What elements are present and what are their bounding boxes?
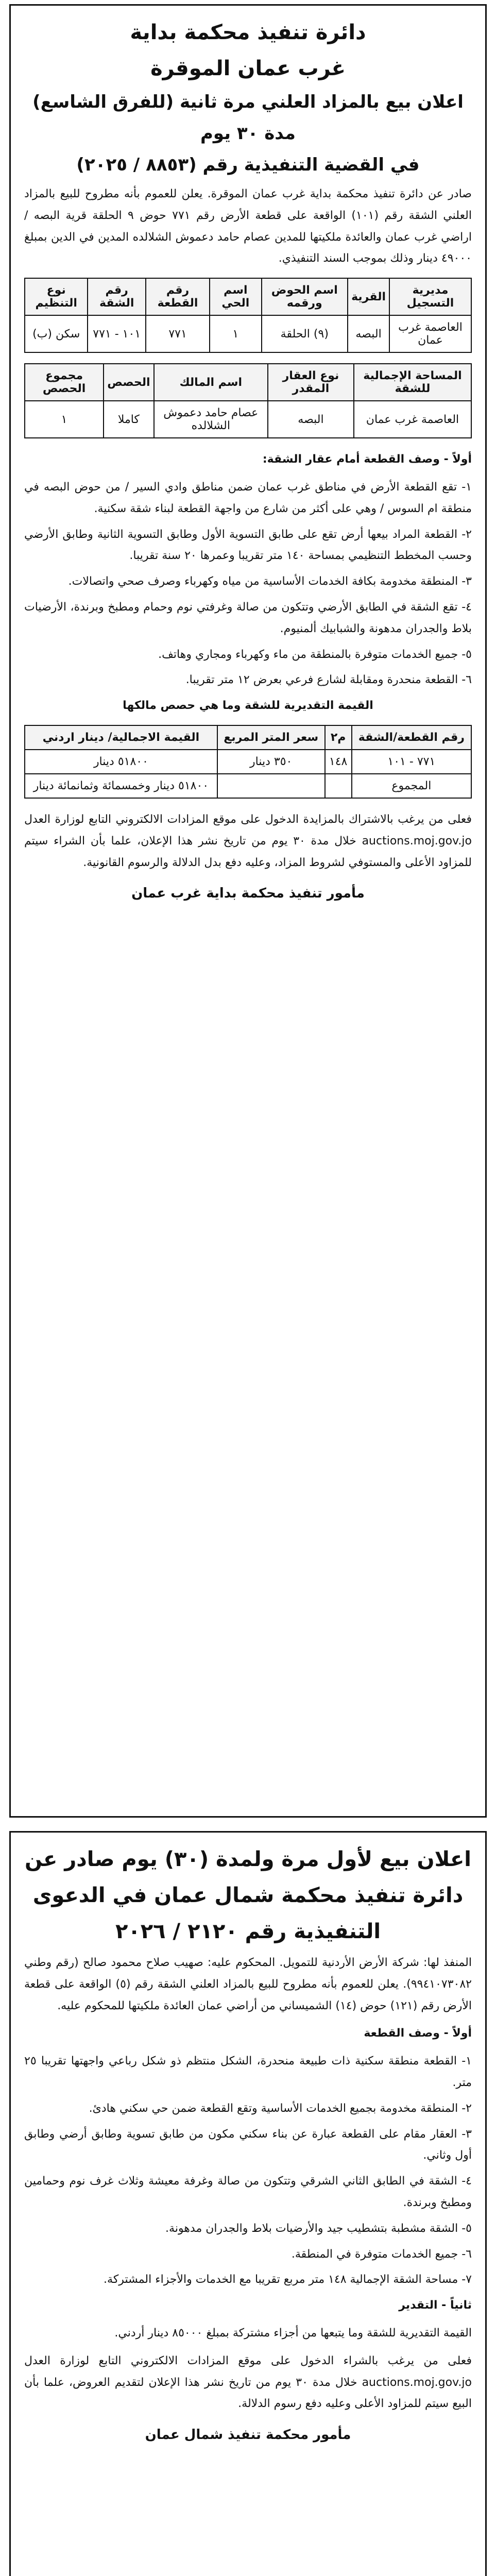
table-cell: المجموع (352, 774, 471, 798)
table-header: مجموع الحصص (25, 364, 104, 401)
notice2-valuation-text: القيمة التقديرية للشقة وما يتبعها من أجزاء مشتركة بمبلغ ٨٥٠٠٠ دينار أردني. (114, 2326, 472, 2340)
list-item: ٦- جميع الخدمات متوفرة في المنطقة. (291, 2247, 472, 2261)
table-header: اسم المالك (154, 364, 268, 401)
notice1-section-heading: أولاً - وصف القطعة أمام عقار الشقة: (262, 453, 472, 466)
notice1-valuation-heading: القيمة التقديرية للشقة وما هي حصص مالكها (123, 699, 373, 713)
table-header: رقم القطعة (146, 278, 210, 315)
notice2-closing: فعلى من يرغب بالشراء الدخول على موقع المزادات الالكتروني التابع لوزارة العدل auctions.moj.gov.jo خلال مدة ٣٠ يوم من تاريخ نشر هذا الإعلان لتقديم العروض، علما بأن البيع سيتم للمزاود الأعلى وعليه دفع رسوم الدلالة. (24, 2354, 472, 2411)
table-header: الحصص (104, 364, 153, 401)
notice2-signature: مأمور محكمة تنفيذ شمال عمان (145, 2427, 351, 2443)
table-cell: ٣٥٠ دينار (217, 750, 325, 774)
auction-notice-west-amman (9, 4, 487, 1818)
table-cell (325, 774, 352, 798)
table-cell: العاصمة غرب عمان (354, 401, 471, 438)
table-row (25, 750, 471, 774)
notice1-ownership-table (24, 363, 472, 438)
table-cell: ١ (210, 315, 261, 352)
list-item: ٣- المنطقة مخدومة بكافة الخدمات الأساسية من مياه وكهرباء وصرف صحي واتصالات. (68, 575, 472, 588)
table-header: القيمة الاجمالية/ دينار اردني (25, 725, 217, 750)
list-item: ٧- مساحة الشقة الإجمالية ١٤٨ متر مربع تقريبا مع الخدمات والأجزاء المشتركة. (104, 2273, 472, 2286)
list-item: ٤- تقع الشقة في الطابق الأرضي وتتكون من صالة وغرفتي نوم وحمام ومطبخ وبرندة، الأرضيات بلاط والجدران مدهونة والشبابيك ألمنيوم. (24, 600, 472, 635)
notice1-signature: مأمور تنفيذ محكمة بداية غرب عمان (131, 886, 365, 902)
list-item: ٢- القطعة المراد بيعها أرض تقع على طابق التسوية الأول وطابق التسوية الثانية وطابق الأرضي وحسب المخطط التنظيمي بمساحة ١٤٠ متر تقريبا وعمرها ٢٠ سنة تقريبا. (24, 528, 472, 563)
list-item: ٢- المنطقة مخدومة بجميع الخدمات الأساسية وتقع القطعة ضمن حي سكني هادئ. (89, 2102, 472, 2115)
table-cell: ٥١٨٠٠ دينار وخمسمائة وثمانمائة دينار (25, 774, 217, 798)
list-item: ٤- الشقة في الطابق الثاني الشرقي وتتكون من صالة وغرفة معيشة وثلاث غرف نوم وحمامين ومطبخ وبرندة. (24, 2175, 472, 2209)
table-cell: ١ (25, 401, 104, 438)
table-header: م٢ (325, 725, 352, 750)
notice1-property-table (24, 278, 472, 353)
table-cell: ١٠١ - ٧٧١ (88, 315, 146, 352)
notice2-title: اعلان بيع لأول مرة ولمدة (٣٠) يوم صادر عن (24, 1848, 472, 1871)
list-item: ٦- القطعة منحدرة ومقابلة لشارع فرعي بعرض ١٢ متر تقريبا. (185, 673, 472, 687)
auction-notice-north-amman (9, 1831, 487, 2576)
table-header: نوع التنظيم (25, 278, 88, 315)
list-item: ٣- العقار مقام على القطعة عبارة عن بناء سكني مكون من طابق تسوية وطابق أرضي وطابق أول وثاني. (24, 2127, 472, 2162)
list-item: ١- تقع القطعة الأرض في مناطق غرب عمان ضمن مناطق وادي السير / من حوض البصه في منطقة ام السوس / وهي على أكثر من شارع من واجهة القطعة لبناء شقة سكنية. (24, 480, 472, 515)
table-header: نوع العقار المقدر (268, 364, 354, 401)
table-row (25, 774, 471, 798)
notice1-case-number: في القضية التنفيذية رقم (٨٨٥٣ / ٢٠٢٥) (76, 155, 420, 175)
page (0, 4, 496, 2576)
table-cell: عصام حامد دعموش الشلالده (154, 401, 268, 438)
notice2-intro: المنفذ لها: شركة الأرض الأردنية للتمويل. المحكوم عليه: صهيب صلاح محمود صالح (رقم وطني ٩٩٤١٠٧٣٠٨٢). يعلن للعموم بأنه مطروح للبيع بالمزاد العلني الشقة رقم (٥) الواقعة على قطعة الأرض رقم (١٢١) حوض (١٤) الشميساني من أراضي عمان العائدة ملكيتها للمحكوم عليه. (24, 1956, 472, 2012)
table-cell: البصه (348, 315, 389, 352)
table-row (25, 401, 471, 438)
table-header-row (25, 278, 471, 315)
notice2-case-number: التنفيذية رقم ٢١٢٠ / ٢٠٢٦ (115, 1920, 381, 1943)
table-cell: كاملا (104, 401, 153, 438)
list-item: ٥- جميع الخدمات متوفرة بالمنطقة من ماء وكهرباء ومجاري وهاتف. (158, 648, 472, 661)
table-cell (217, 774, 325, 798)
table-header-row (25, 364, 471, 401)
notice1-court-name: دائرة تنفيذ محكمة بداية (130, 21, 366, 44)
table-cell: (٩) الحلقة (262, 315, 348, 352)
table-header: اسم الحوض ورقمه (262, 278, 348, 315)
table-cell: العاصمة غرب عمان (389, 315, 471, 352)
table-header-row (25, 725, 471, 750)
notice1-valuation-table (24, 725, 472, 799)
table-header: المساحة الإجمالية للشقة (354, 364, 471, 401)
notice1-closing: فعلى من يرغب بالاشتراك بالمزايدة الدخول على موقع المزادات الالكتروني التابع لوزارة العدل auctions.moj.gov.jo خلال مدة ٣٠ يوم من تاريخ نشر هذا الإعلان، علما بأن الشراء سيتم للمزاود الأعلى والمستوفي لشروط المزاد، وعليه دفع بدل الدلالة والرسوم القانونية. (24, 812, 472, 869)
table-header: رقم الشقة (88, 278, 146, 315)
notice2-valuation-heading: ثانياً - التقدير (399, 2299, 472, 2312)
list-item: ٥- الشقة مشطبة بتشطيب جيد والأرضيات بلاط والجدران مدهونة. (165, 2222, 472, 2235)
table-cell: ٥١٨٠٠ دينار (25, 750, 217, 774)
table-cell: سكن (ب) (25, 315, 88, 352)
notice2-court: دائرة تنفيذ محكمة شمال عمان في الدعوى (32, 1884, 464, 1907)
table-header: اسم الحي (210, 278, 261, 315)
table-cell: ١٤٨ (325, 750, 352, 774)
table-cell: البصه (268, 401, 354, 438)
table-cell: ٧٧١ - ١٠١ (352, 750, 471, 774)
notice1-court-location: غرب عمان الموقرة (150, 57, 346, 80)
notice1-duration: مدة ٣٠ يوم (200, 123, 296, 144)
table-header: مديرية التسجيل (389, 278, 471, 315)
table-row (25, 315, 471, 352)
table-header: رقم القطعة/الشقة (352, 725, 471, 750)
table-header: سعر المتر المربع (217, 725, 325, 750)
list-item: ١- القطعة منطقة سكنية ذات طبيعة منحدرة، الشكل منتظم ذو شكل رباعي واجهتها تقريبا ٢٥ متر. (24, 2055, 472, 2089)
table-cell: ٧٧١ (146, 315, 210, 352)
notice2-section-heading: أولاً - وصف القطعة (364, 2027, 472, 2040)
notice1-title: اعلان بيع بالمزاد العلني مرة ثانية (للفرق الشاسع) (32, 92, 464, 112)
notice1-intro: صادر عن دائرة تنفيذ محكمة بداية غرب عمان الموقرة. يعلن للعموم بأنه مطروح للبيع بالمزاد العلني الشقة رقم (١٠١) الواقعة على قطعة الأرض رقم ٧٧١ حوض ٩ الحلقة قرية البصه / اراضي غرب عمان والعائدة ملكيتها للمدين عصام حامد دعموش الشلالده المدين في الدين بمبلغ ٤٩٠٠٠ دينار وذلك بموجب السند التنفيذي. (24, 188, 472, 265)
table-header: القرية (348, 278, 389, 315)
